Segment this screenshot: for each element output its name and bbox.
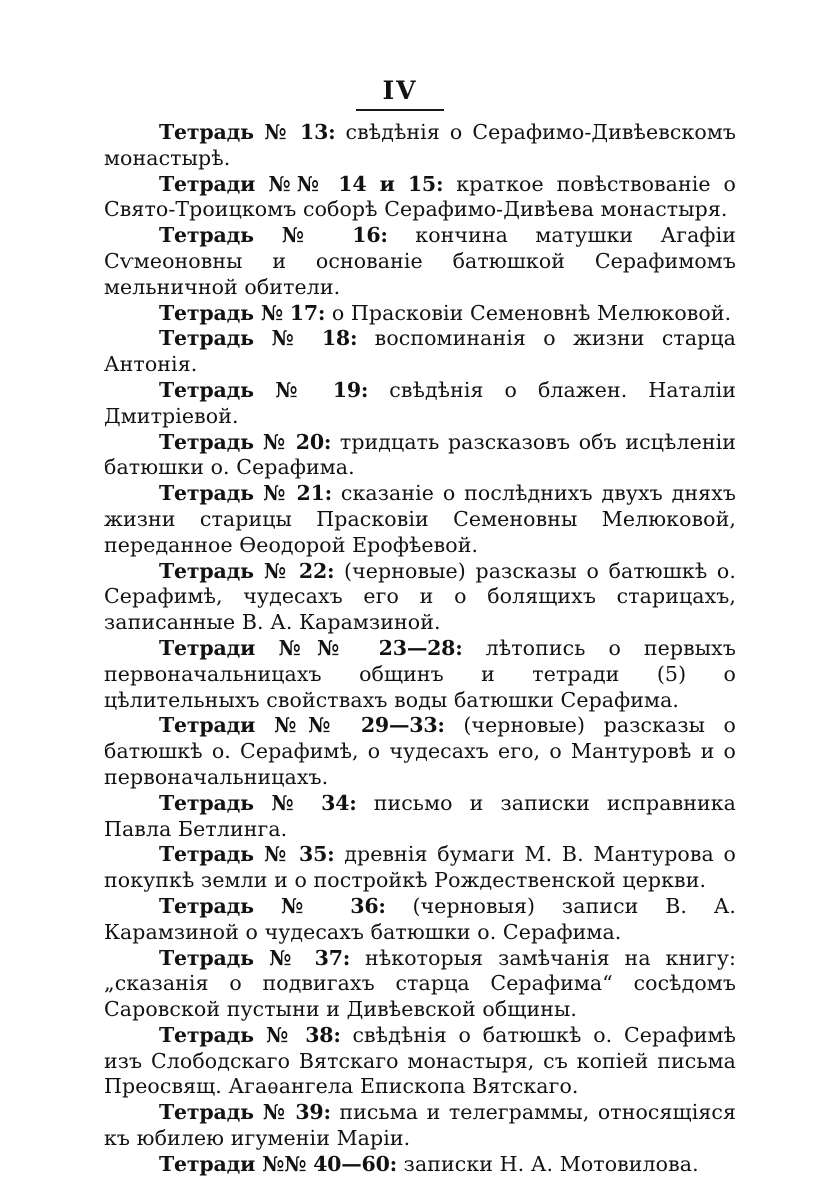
notebook-entry <box>104 378 736 430</box>
entry-label: Тетрадь № 17: <box>159 300 326 325</box>
entry-label: Тетрадь № 39: <box>159 1100 331 1125</box>
entry-label: Тетрадь № 18: <box>159 326 358 351</box>
entry-label: Тетрадь № 36: <box>159 893 386 918</box>
entry-text: о Прасковіи Семеновнѣ Мелюковой. <box>325 300 732 325</box>
notebook-entry <box>104 301 736 327</box>
entry-text: воспоминанія о жизни старца Антонія. <box>104 326 736 377</box>
entry-text: краткое повѣствованіе о Свято-Троицкомъ соборѣ Серафимо-Дивѣева монастыря. <box>104 171 737 222</box>
notebook-entry <box>104 946 736 1023</box>
entry-text: сказаніе о послѣднихъ двухъ дняхъ жизни старицы Прасковіи Семеновны Мелюковой, переданное Ѳеодорой Ерофѣевой. <box>104 481 736 557</box>
entry-label: Тетради №№ 40—60: <box>159 1151 398 1176</box>
entry-label: Тетради №№ 29—33: <box>159 713 445 738</box>
entry-text: письма и телеграммы, относящіяся къ юбилею игуменіи Маріи. <box>104 1100 736 1151</box>
page-header <box>0 78 800 111</box>
notebook-entry <box>104 1152 736 1178</box>
notebook-entry <box>104 791 736 843</box>
notebook-entry <box>104 636 736 713</box>
entry-text: (черновые) разсказы о батюшкѣ о. Серафимѣ, чудесахъ его и о болящихъ старицахъ, записанные В. А. Карамзиной. <box>104 558 736 635</box>
notebook-entry <box>104 481 736 558</box>
entry-label: Тетрадь № 38: <box>159 1022 341 1047</box>
entry-label: Тетрадь № 13: <box>159 120 336 144</box>
notebook-entry <box>104 326 736 378</box>
entry-label: Тетради №№ 14 и 15: <box>159 171 444 196</box>
entry-text: тридцать разсказовъ объ исцѣленіи батюшки о. Серафима. <box>104 429 736 480</box>
entry-text: записки Н. А. Мотовилова. <box>397 1151 699 1176</box>
entry-label: Тетрадь № 19: <box>159 377 369 402</box>
entry-text: (черновыя) записи В. А. Карамзиной о чудесахъ батюшки о. Серафима. <box>104 893 737 944</box>
entry-text: кончина матушки Агафіи Сѵмеоновны и основаніе батюшкой Серафимомъ мельничной обители. <box>104 223 736 299</box>
notebook-entry <box>104 120 736 172</box>
notebook-entry <box>104 430 736 482</box>
notebook-entry <box>104 842 736 894</box>
notebook-entry <box>104 1023 736 1100</box>
entry-label: Тетрадь № 37: <box>159 945 351 970</box>
entry-label: Тетрадь № 22: <box>159 558 335 583</box>
entry-label: Тетрадь № 21: <box>159 481 333 506</box>
notebook-entry <box>104 1100 736 1152</box>
entry-text: свѣдѣнія о блажен. Наталіи Дмитріевой. <box>104 377 736 428</box>
notebook-entry <box>104 223 736 300</box>
entry-text: (черновые) разсказы о батюшкѣ о. Серафимѣ, о чудесахъ его, о Мантуровѣ и о первоначальницахъ. <box>104 713 737 789</box>
entry-label: Тетрадь № 16: <box>159 223 388 248</box>
entry-text: нѣкоторыя замѣчанія на книгу: „сказанія о подвигахъ старца Серафима“ сосѣдомъ Саровской пустыни и Дивѣевской общины. <box>104 945 736 1022</box>
notebook-entry <box>104 172 736 224</box>
entry-label: Тетради №№ 23—28: <box>159 635 463 660</box>
entry-text: свѣдѣнія о Серафимо-Дивѣевскомъ монастырѣ. <box>104 120 737 170</box>
entry-label: Тетрадь № 34: <box>159 790 357 815</box>
page-number: IV <box>382 76 418 105</box>
notebook-entry <box>104 894 736 946</box>
entry-text: свѣдѣнія о батюшкѣ о. Серафимѣ изъ Слободскаго Вятскаго монастыря, съ копіей письма Преосвящ. Агаѳангела Епископа Вятскаго. <box>104 1022 736 1099</box>
entry-label: Тетрадь № 20: <box>159 429 332 454</box>
entry-text: лѣтопись о первыхъ первоначальницахъ общинъ и тетради (5) о цѣлительныхъ свойствахъ воды батюшки Серафима. <box>104 635 736 712</box>
notebook-entry <box>104 559 736 636</box>
entry-text: древнія бумаги М. В. Мантурова о покупкѣ земли и о постройкѣ Рождественской церкви. <box>104 842 736 893</box>
notebook-list <box>104 120 736 1178</box>
header-rule <box>356 109 444 111</box>
entry-text: письмо и записки исправника Павла Бетлинга. <box>104 790 736 841</box>
notebook-entry <box>104 713 736 790</box>
entry-label: Тетрадь № 35: <box>159 842 335 867</box>
